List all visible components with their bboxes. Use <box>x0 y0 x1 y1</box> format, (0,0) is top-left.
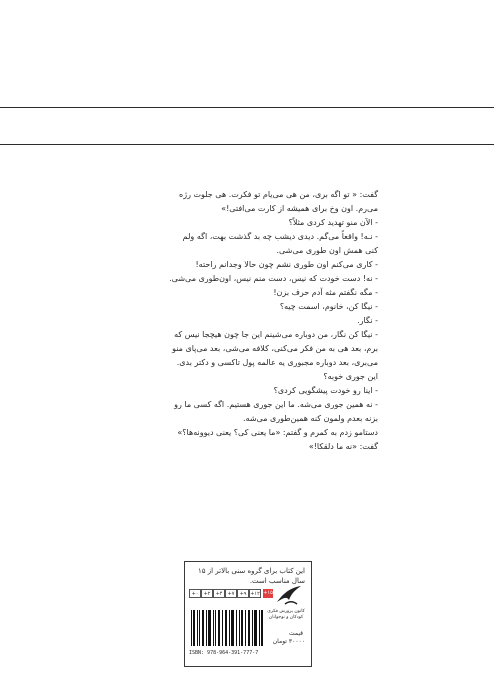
text-line: - نـه! واقعاً می‌گم. دیدی دیشب چه بد گذشت بهت، اگه ولم <box>182 232 378 241</box>
text-line: دستامو زدم به کمرم و گفتم: «ما یعنی کی؟ یعنی دیوونه‌ها؟» <box>177 428 378 437</box>
publisher-name: کانون پرورش فکری کودکان و نوجوانان <box>267 609 305 620</box>
age-group-row <box>189 589 261 598</box>
text-line: - الآن منو تهدید کردی مثلاً؟ <box>288 218 378 227</box>
text-line: - کاری می‌کنم اون طوری نشم چون حالا وجدانم راحته! <box>195 260 378 269</box>
age-recommendation: این کتاب برای گروه سنی بالاتر از ۱۵ سال مناسب است. <box>198 567 305 585</box>
age-group-cell: +۴ <box>213 589 225 598</box>
top-rule <box>0 107 494 108</box>
age-group-cell: +۹ <box>237 589 249 598</box>
age-group-cell: +۲ <box>201 589 213 598</box>
text-line: این جوری خوبه؟ <box>323 372 378 381</box>
text-line: - نه همین جوری می‌شه. ما این جوری هستیم. اگه کسی ما رو <box>174 400 378 409</box>
text-line: - اینا رو خودت پیشگویی کردی؟ <box>273 386 378 395</box>
text-line: می‌بری، بعد دوباره مجبوری یه عالمه پول تاکسی و دکتر بدی. <box>176 358 378 367</box>
bird-logo-icon <box>275 584 303 608</box>
text-line: - نه! دست خودت که نیس، دست منم نیس، اون‌طوری می‌شی. <box>169 274 378 283</box>
text-line: کنی همش اون طوری می‌شی. <box>276 246 378 255</box>
age-group-cell: +۷ <box>225 589 237 598</box>
text-line: - نیگا کن، خانوم، اسمت چیه؟ <box>279 302 378 311</box>
text-line: گفت: « تو اگه بری، من هی می‌یام تو فکرت. هی جلوت رژه <box>179 190 378 199</box>
text-line: می‌رم. اون وخ برای همیشه از کارت می‌افتی!» <box>221 204 378 213</box>
isbn-number: ISBN: 978-964-391-777-7 <box>189 650 259 656</box>
info-box <box>184 561 312 667</box>
text-line: - نگار. <box>357 316 378 325</box>
text-line: - نیگا کن نگار، من دوباره می‌شینم این جا چون هیچجا نیس که <box>174 330 378 339</box>
barcode-icon <box>189 608 265 648</box>
text-line: گفت: «نه ما دلقکا!» <box>308 442 378 451</box>
text-line: - مگه نگفتم مثه آدم حرف بزن! <box>273 288 378 297</box>
age-group-cell: +۰ <box>189 589 201 598</box>
price-value: ۳۰۰۰۰ تومان <box>272 638 305 645</box>
text-line: برم، بعد هی به من فکر می‌کنی، کلافه می‌شی، بعد می‌پای منو <box>172 344 378 353</box>
age-group-cell: +۱۲ <box>250 591 260 597</box>
bottom-rule <box>0 144 494 145</box>
text-line: بزنه بعدم ولمون کنه همین‌طوری می‌شه. <box>242 414 378 423</box>
body-text <box>140 188 378 454</box>
price-label: قیمت <box>288 630 303 637</box>
age-badge: +۱۵ <box>263 590 273 596</box>
